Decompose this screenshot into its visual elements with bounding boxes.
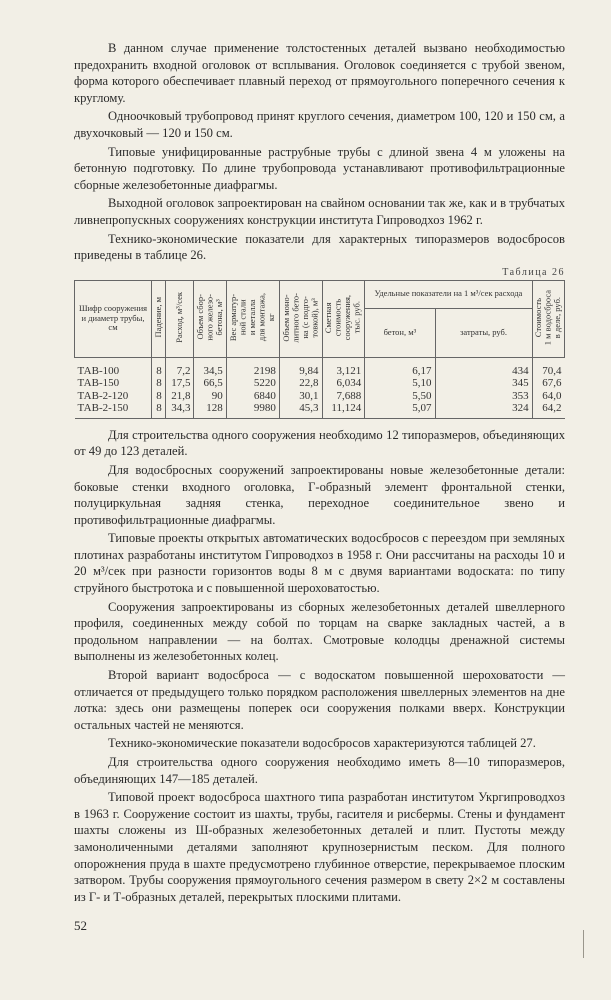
paragraph: Одноочковый трубопровод принят круглого сечения, диаметром 100, 120 и 150 см, а двухочковый — 120 и 150 см.	[74, 109, 565, 140]
cell-code: ТАВ-100	[77, 364, 120, 377]
col-header-code: Шифр сооружения и диаметр трубы, см	[75, 280, 152, 357]
col-header-flow: Расход, м³/сек	[165, 280, 194, 357]
cell-concrete: 5,07	[365, 402, 435, 418]
cell-volume-cast: 45,3	[279, 402, 322, 418]
paragraph: Технико-экономические показатели водосбросов характеризуются таблицей 27.	[108, 736, 536, 751]
cell-costs: 324	[435, 402, 532, 418]
col-header-concrete: бетон, м³	[365, 308, 435, 357]
cell-cost: 7,688	[322, 390, 365, 403]
cell-steel: 6840	[226, 390, 279, 403]
cell-volume-cast: 9,84	[279, 357, 322, 377]
cell-cost-per-m: 64,2	[532, 402, 564, 418]
cell-volume-cast: 22,8	[279, 377, 322, 390]
cell-steel: 9980	[226, 402, 279, 418]
cell-flow: 17,5	[165, 377, 194, 390]
paragraph: Типовые проекты открытых автоматических водосбросов с переездом при земляных плотинах разработаны институтом Гипроводхоз в 1958 г. Они рассчитаны на расходы 10 и 20 м³/сек при разности горизонтов воды 8 м с двумя вариантами водоската: по типу струйного быстротока и с повышенной шероховатостью.	[74, 531, 565, 596]
cell-code: ТАВ-2-150	[75, 402, 152, 418]
cell-concrete: 5,10	[365, 377, 435, 390]
cell-cost-per-m: 64,0	[532, 390, 564, 403]
col-header-costs: затраты, руб.	[435, 308, 532, 357]
data-table	[74, 280, 565, 419]
paragraph: Для водосбросных сооружений запроектированы новые железобетонные детали: боковые стенки входного оголовка, Г-образный элемент фронтальной стенки, полуциркульная задняя стенка, переходное соединительное звено и противофильтрационные диафрагмы.	[74, 462, 565, 527]
cell-drop: 8	[152, 377, 166, 390]
cell-code: ТАВ-2-120	[77, 389, 129, 402]
cell-steel: 2198	[226, 357, 279, 377]
paragraph: Второй вариант водосброса — с водоскатом повышенной шероховатости — отличается от предыдущего только порядком расположения швеллерных элементов на дне лотка: здесь они размещены поперек оси сооружения полками вверх. Конструкции остальных частей не меняются.	[74, 668, 565, 732]
cell-cost: 11,124	[322, 402, 365, 418]
cell-steel: 5220	[226, 377, 279, 390]
cell-flow: 34,3	[165, 402, 194, 418]
cell-cost-per-m: 67,6	[532, 377, 564, 390]
table-row	[75, 390, 565, 403]
cell-volume-precast: 90	[194, 390, 226, 403]
paragraph: Выходной оголовок запроектирован на свайном основании так же, как и в трубчатых ливнепропускных сооружениях конструкции института Гипроводхоз 1962 г.	[74, 196, 565, 227]
cell-costs: 353	[435, 390, 532, 403]
col-header-specific-group: Удельные показатели на 1 м³/сек расхода	[365, 280, 532, 308]
cell-drop: 8	[152, 390, 166, 403]
cell-concrete: 5,50	[365, 390, 435, 403]
col-header-cost: Сметная стоимость сооружения, тыс. руб.	[322, 280, 365, 357]
cell-volume-precast: 66,5	[194, 377, 226, 390]
cell-flow: 21,8	[165, 390, 194, 403]
table-label: Таблица 26	[502, 266, 565, 278]
table-row	[75, 357, 565, 377]
col-header-volume-cast: Объем моно- литного бето- на (с подго- товкой), м³	[279, 280, 322, 357]
cell-volume-precast: 34,5	[194, 357, 226, 377]
paragraph: Технико-экономические показатели для характерных типоразмеров водосбросов приведены в таблице 26.	[74, 231, 565, 263]
paragraph: В данном случае применение толстостенных деталей вызвано необходимостью предохранить входной оголовок от всплывания. Оголовок соединяется с трубой звеном, форма которого обеспечивает плавный переход от прямоугольного поперечного сечения к круглому.	[74, 41, 565, 105]
cell-cost: 6,034	[322, 377, 365, 390]
paragraph: Для строительства одного сооружения необходимо 12 типоразмеров, объединяющих от 49 до 123 деталей.	[74, 427, 565, 459]
paragraph: Для строительства одного сооружения необходимо иметь 8—10 типоразмеров, объединяющих 147—185 деталей.	[74, 755, 565, 786]
col-header-cost-per-m: Стоимость 1 м водосброса в деле, руб.	[532, 280, 564, 357]
cell-concrete: 6,17	[365, 357, 435, 377]
cell-costs: 345	[435, 377, 532, 390]
cell-costs: 434	[435, 357, 532, 377]
paragraph: Типовой проект водосброса шахтного типа разработан институтом Укргипроводхоз в 1963 г. Сооружение состоит из шахты, трубы, гасителя и рисбермы. Стены и фундамент шахты сложены из Ш-образных железобетонных деталей и плит. Пустоты между замоноличенными деталями заполняют крупнозернистым песком. Для полного опорожнения пруда в шахте предусмотрено глубинное отверстие, перекрываемое плоским затвором. Трубы сооружения прямоугольного сечения размером в свету 2×2 м составлены из Г- и Т-образных деталей, перекрытых плоскими плитами.	[74, 790, 565, 904]
cell-drop: 8	[152, 402, 166, 418]
col-header-drop: Падение, м	[152, 280, 166, 357]
paragraph: Сооружения запроектированы из сборных железобетонных деталей швеллерного профиля, соединенных между собой по торцам на сварке закладных частей, а в продольном направлении — на болтах. Смотровые колодцы дренажной системы выполнены из железобетонных колец.	[74, 599, 565, 664]
cell-drop: 8	[152, 357, 166, 377]
scan-edge-mark	[583, 930, 584, 958]
cell-flow: 7,2	[165, 357, 194, 377]
table-row	[75, 377, 565, 390]
cell-cost-per-m: 70,4	[532, 357, 564, 377]
cell-code: ТАВ-150	[77, 377, 120, 390]
cell-volume-cast: 30,1	[279, 390, 322, 403]
paragraph: Типовые унифицированные раструбные трубы с длиной звена 4 м уложены на бетонную подготовку. По длине трубопровода устанавливают противофильтрационные сборные железобетонные диафрагмы.	[74, 144, 565, 192]
cell-cost: 3,121	[322, 357, 365, 377]
page-number: 52	[74, 918, 87, 933]
text-block-bottom	[74, 427, 565, 906]
col-header-steel: Вес арматур- ной стали и металла для монтажа, кг	[226, 280, 279, 357]
col-header-volume-precast: Объем сбор- ного железо- бетона, м³	[194, 280, 226, 357]
table-row	[75, 402, 565, 418]
cell-volume-precast: 128	[194, 402, 226, 418]
text-block-top	[74, 40, 565, 264]
